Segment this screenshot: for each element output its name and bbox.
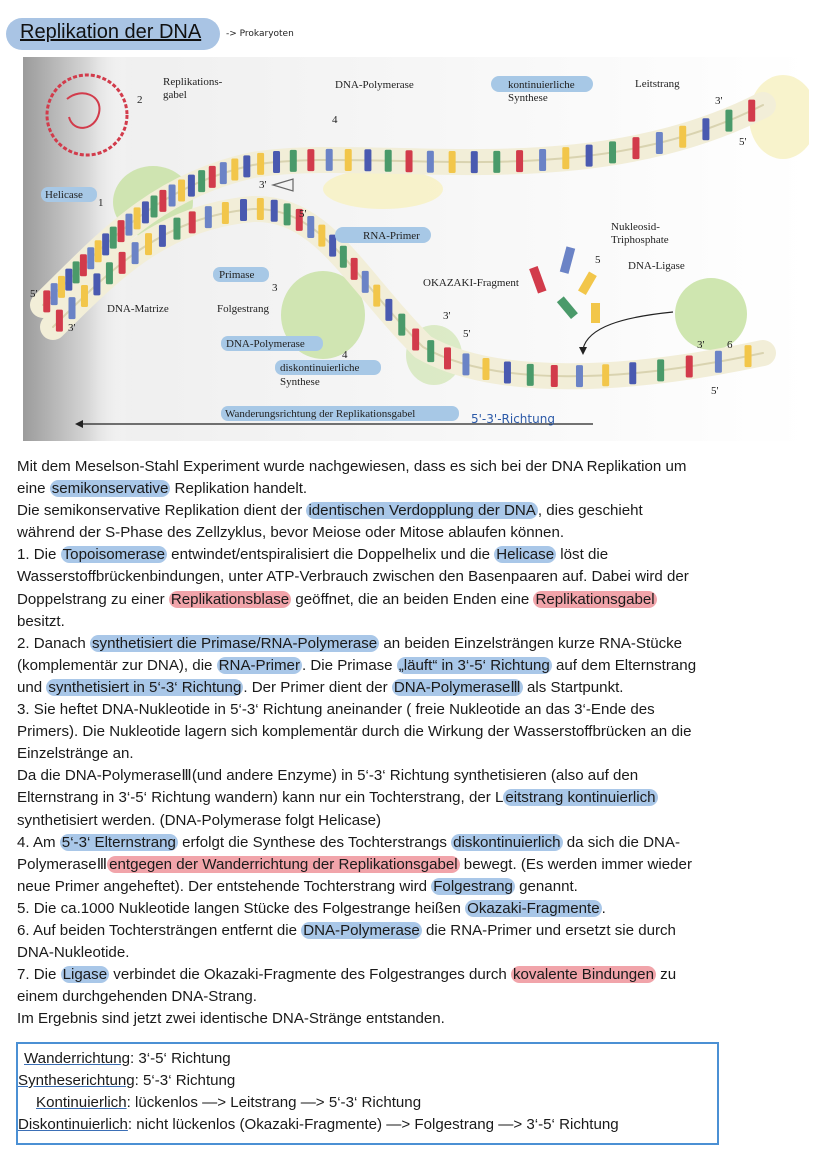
text-line: einem durchgehenden DNA-Strang. (17, 988, 257, 1006)
base-pair (632, 137, 639, 159)
base-pair (95, 240, 102, 262)
base-pair (326, 149, 333, 171)
text-line: Im Ergebnis sind jetzt zwei identische DNA-Stränge entstanden. (17, 1010, 445, 1028)
text-line: Primers). Die Nukleotide lagern sich komplementär durch die Wirkung der Wasserstoffbrücken an die (17, 723, 692, 741)
base-pair (119, 252, 126, 274)
base-pair (159, 190, 166, 212)
base-pair (257, 153, 264, 175)
label-dna-polymerase-top: DNA-Polymerase (335, 79, 414, 91)
summary-box (16, 1042, 719, 1145)
base-pair (58, 276, 65, 298)
prime-5-top: 5' (739, 136, 747, 148)
base-pair (102, 233, 109, 255)
base-pair (220, 162, 227, 184)
label-leitstrang: Leitstrang (635, 78, 680, 90)
text-line: während der S-Phase des Zellzyklus, bevor Meiose oder Mitose ablaufen können. (17, 524, 565, 542)
prime-3-top: 3' (715, 95, 723, 107)
text-line: 3. Sie heftet DNA-Nukleotide in 5‘-3‘ Richtung aneinander ( freie Nukleotide an das 3‘-Ende des (17, 701, 655, 719)
base-pair (449, 151, 456, 173)
base-pair (725, 110, 732, 132)
number-1: 1 (98, 197, 104, 209)
label-diskontinuierliche: diskontinuierliche (280, 362, 360, 374)
text-line: synthetisiert werden. (DNA-Polymerase folgt Helicase) (17, 811, 382, 829)
text-line: 1. Die Topoisomerase entwindet/entspiralisiert die Doppelhelix und die Helicase löst die (17, 546, 609, 564)
base-pair (702, 118, 709, 140)
text-line: neue Primer angeheftet). Der entstehende Tochterstrang wird Folgestrang genannt. (17, 877, 578, 895)
base-pair (69, 297, 76, 319)
base-pair (412, 329, 419, 351)
base-pair (562, 147, 569, 169)
prime-5-okazaki: 5' (463, 328, 471, 340)
summary-line: Diskontinuierlich: nicht lückenlos (Okazaki-Fragmente) —> Folgestrang —> 3‘-5‘ Richtung (18, 1116, 619, 1133)
base-pair (134, 207, 141, 229)
base-pair (351, 258, 358, 280)
text-line: 5. Die ca.1000 Nukleotide langen Stücke des Folgestrange heißen Okazaki-Fragmente . (17, 899, 606, 917)
base-pair (364, 149, 371, 171)
polymerase-top-glow (323, 169, 443, 209)
base-pair (290, 150, 297, 172)
label-synthese-bottom: Synthese (280, 376, 320, 388)
base-pair (657, 359, 664, 381)
base-pair (159, 225, 166, 247)
label-triphosphate: Triphosphate (611, 234, 669, 246)
base-pair (198, 170, 205, 192)
base-pair (385, 150, 392, 172)
base-pair (222, 202, 229, 224)
prime-5-left: 5' (30, 288, 38, 300)
text-line: Elternstrang in 3‘-5‘ Richtung wandern) kann nur ein Tochterstrang, der L eitstrang kontinuierlich (17, 789, 656, 807)
prime-3-left: 3' (68, 322, 76, 334)
text-line: 7. Die Ligase verbindet die Okazaki-Fragmente des Folgestranges durch kovalente Bindungen zu (17, 966, 677, 984)
summary-line: Wanderrichtung: 3‘-5‘ Richtung (24, 1050, 231, 1067)
text-line: 6. Auf beiden Tochtersträngen entfernt die DNA-Polymerase die RNA-Primer und ersetzt sie durch (17, 921, 676, 939)
base-pair (602, 364, 609, 386)
text-line: Einzelstränge an. (17, 745, 134, 763)
base-pair (169, 185, 176, 207)
base-pair (81, 285, 88, 307)
summary-line: Syntheserichtung: 5‘-3‘ Richtung (18, 1072, 236, 1089)
base-pair (284, 203, 291, 225)
base-pair (173, 218, 180, 240)
prime-5-mid: 5' (299, 208, 307, 220)
base-pair (629, 362, 636, 384)
replication-diagram (23, 57, 809, 441)
label-rna-primer: RNA-Primer (363, 230, 420, 242)
base-pair (209, 166, 216, 188)
base-pair (80, 254, 87, 276)
base-pair (471, 151, 478, 173)
label-dna-polymerase-bottom: DNA-Polymerase (226, 338, 305, 350)
base-pair (273, 151, 280, 173)
base-pair (56, 310, 63, 332)
base-pair (43, 290, 50, 312)
base-pair (576, 365, 583, 387)
label-okazaki-fragment: OKAZAKI-Fragment (423, 277, 519, 289)
text-line: PolymeraseⅢ entgegen der Wanderrichtung der Replikationsgabel bewegt. (Es werden immer wieder (17, 855, 692, 873)
base-pair (189, 211, 196, 233)
base-pair (551, 365, 558, 387)
base-pair (329, 235, 336, 257)
prime-3-okazaki: 3' (443, 310, 451, 322)
text-line: DNA-Nukleotide. (17, 944, 130, 962)
base-pair (679, 126, 686, 148)
base-pair (87, 247, 94, 269)
base-pair (385, 299, 392, 321)
base-pair (132, 242, 139, 264)
base-pair (73, 261, 80, 283)
base-pair (444, 347, 451, 369)
base-pair (482, 358, 489, 380)
base-pair (51, 283, 58, 305)
base-pair (656, 132, 663, 154)
base-pair (715, 351, 722, 373)
base-pair (516, 150, 523, 172)
text-line: Da die DNA-PolymeraseⅢ(und andere Enzyme) in 5‘-3‘ Richtung synthetisieren (also auf den (17, 767, 639, 785)
text-line: Die semikonservative Replikation dient der identischen Verdopplung der DNA , dies geschieht (17, 502, 643, 520)
text-line: Wasserstoffbrückenbindungen, unter ATP-Verbrauch zwischen den Basenpaaren auf. Dabei wird der (17, 568, 689, 586)
base-pair (125, 214, 132, 236)
base-pair (462, 353, 469, 375)
base-pair (406, 150, 413, 172)
number-5: 5 (595, 254, 601, 266)
base-pair (745, 345, 752, 367)
ligase-blob (675, 278, 747, 350)
base-pair (373, 285, 380, 307)
number-3: 3 (272, 282, 278, 294)
base-pair (427, 151, 434, 173)
base-pair (205, 206, 212, 228)
base-pair (340, 246, 347, 268)
base-pair (178, 179, 185, 201)
base-pair (307, 216, 314, 238)
base-pair (539, 149, 546, 171)
number-6: 6 (727, 339, 733, 351)
base-pair (257, 198, 264, 220)
base-pair (307, 149, 314, 171)
label-kontinuierliche: kontinuierliche (508, 79, 575, 91)
label-replikationsgabel: Replikations- (163, 76, 223, 88)
label-replikationsgabel-2: gabel (163, 89, 187, 101)
prime-5-right: 5' (711, 385, 719, 397)
number-2: 2 (137, 94, 143, 106)
page-title: Replikation der DNA (20, 21, 202, 43)
base-pair (106, 262, 113, 284)
base-pair (65, 269, 72, 291)
text-line: eine semikonservative Replikation handelt. (17, 480, 308, 498)
base-pair (151, 196, 158, 218)
prime-3-right: 3' (697, 339, 705, 351)
label-wanderungsrichtung: Wanderungsrichtung der Replikationsgabel (225, 408, 416, 420)
base-pair (318, 225, 325, 247)
label-nukleosid: Nukleosid- (611, 221, 660, 233)
base-pair (345, 149, 352, 171)
base-pair (609, 141, 616, 163)
base-pair (142, 201, 149, 223)
base-pair (118, 220, 125, 242)
base-pair (271, 200, 278, 222)
prime-3-mid: 3' (259, 179, 267, 191)
base-pair (493, 151, 500, 173)
base-pair (93, 273, 100, 295)
text-line: Doppelstrang zu einer Replikationsblase geöffnet, die an beiden Enden eine Replikationsgabel (17, 590, 655, 608)
base-pair (427, 340, 434, 362)
label-dna-ligase: DNA-Ligase (628, 260, 685, 272)
base-pair (110, 227, 117, 249)
text-line: 2. Danach synthetisiert die Primase/RNA-Polymerase an beiden Einzelsträngen kurze RNA-Stücke (17, 634, 683, 652)
label-folgestrang: Folgestrang (217, 303, 269, 315)
base-pair (504, 362, 511, 384)
label-primase: Primase (219, 269, 255, 281)
base-pair (527, 364, 534, 386)
base-pair (686, 355, 693, 377)
base-pair (188, 175, 195, 197)
number-4-top: 4 (332, 114, 338, 126)
base-pair (243, 155, 250, 177)
label-synthese-top: Synthese (508, 92, 548, 104)
base-pair (586, 145, 593, 167)
base-pair (145, 233, 152, 255)
base-pair (748, 100, 755, 122)
base-pair (231, 159, 238, 181)
text-line: und synthetisiert in 5‘-3‘ Richtung . Der Primer dient der DNA-PolymeraseⅢ als Startpunkt. (17, 678, 624, 696)
summary-line: Kontinuierlich: lückenlos —> Leitstrang —> 5‘-3‘ Richtung (36, 1094, 422, 1111)
text-line: Mit dem Meselson-Stahl Experiment wurde nachgewiesen, dass es sich bei der DNA Replikation um (17, 458, 687, 475)
base-pair (362, 271, 369, 293)
base-pair (398, 314, 405, 336)
text-line: (komplementär zur DNA), die RNA-Primer . Die Primase „läuft“ in 3‘-5‘ Richtung auf dem Elternstrang (17, 656, 697, 674)
handwritten-direction: 5'-3'-Richtung (471, 412, 555, 426)
explanation-text (17, 456, 817, 1030)
label-dna-matrize: DNA-Matrize (107, 303, 169, 315)
number-4-bottom: 4 (342, 349, 348, 361)
label-helicase: Helicase (45, 189, 83, 201)
text-line: 4. Am 5‘-3‘ Elternstrang erfolgt die Synthese des Tochterstrangs diskontinuierlich da sich die DNA- (17, 833, 680, 851)
text-line: besitzt. (17, 612, 65, 630)
title-note: -> Prokaryoten (226, 29, 294, 39)
base-pair (240, 199, 247, 221)
